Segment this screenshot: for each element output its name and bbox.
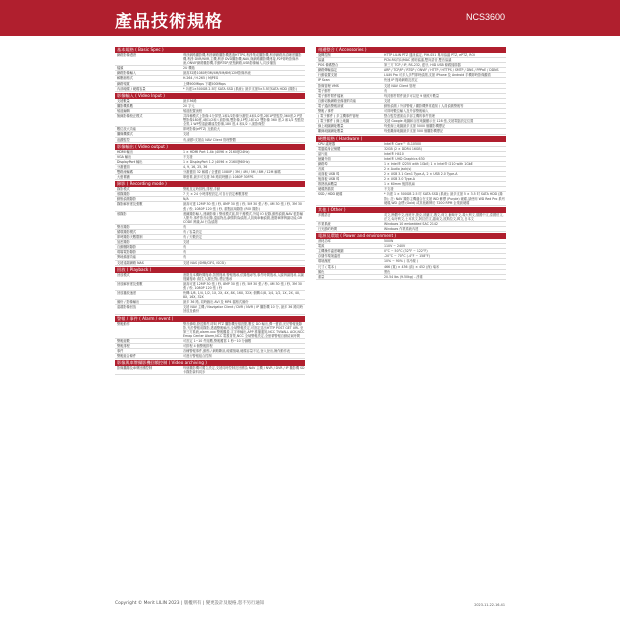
spec-label: 無線影像校正模式 xyxy=(117,114,143,119)
left-spec-column xyxy=(115,46,305,375)
spec-value: 有 xyxy=(183,245,187,250)
spec-label: 環境濕度 xyxy=(318,259,331,264)
spec-label: 檔頭 xyxy=(117,66,124,71)
spec-value: 第三方 TCP / IP, RS-232, 藍牙, HID USB 條碼掃描器 xyxy=(384,63,461,68)
model-number: NCS3600 xyxy=(465,12,505,22)
spec-label: 網路影像漫遊 xyxy=(117,53,137,57)
spec-label: 循環錄影模式 xyxy=(117,230,137,234)
spec-value: 有 / 容量設定 xyxy=(183,230,203,234)
spec-label: 攝像機樣式 xyxy=(117,132,133,137)
spec-value: 1 × 60mm 後排風扇 xyxy=(384,182,415,187)
spec-value: 支援 NAV 主機 / Navigator Client / DVR / NVR / IP 攝影機 10 分, 最多 36 路同時回放及備份 xyxy=(183,305,303,314)
spec-label: 消耗功率 xyxy=(318,239,331,244)
page-title: 產品技術規格 xyxy=(115,12,223,32)
spec-label: 旋轉控制 xyxy=(318,53,331,57)
spec-label: 遠端影像回放 xyxy=(117,305,137,310)
spec-value: 警音蜂鳴,發送郵件,呼叫 PTZ 攝影機至預設點,數位 DO 輸出,彈一畫面,光於警報後錄影,光於警報前錄影,透過警報輸出,全域警報設定,可設定送出HTTP POST GET URL 至第三方系統,alarm.xxx 警報觀看,文字串輸出,APP 推播通知,NCC TVWALL ACK,NCC Emap Center Alarm,NCC 電視背景,NCC 全域警報設定,全螢幕警報自動結束時間 xyxy=(183,321,305,338)
spec-row xyxy=(115,212,305,225)
spec-value: 有 xyxy=(183,250,187,255)
spec-value: 可即時數位輸入及外部警報輸入 xyxy=(384,109,429,114)
spec-value: 每張線上地圖最多支援 5000 個攝影機標記 xyxy=(384,124,446,129)
spec-value: 1 × Intel® i225V with 1GbE; 1 × Intel® i210 with 1GbE xyxy=(384,161,473,166)
spec-value: Windows 10 embedded SAC 2142 xyxy=(384,221,438,226)
spec-value: 可設定 1~10 件組數,警報覆寫 1 秒~10 分鐘數 xyxy=(183,338,252,343)
spec-label: 電腦隨身記憶體 xyxy=(318,146,341,151)
spec-row xyxy=(316,275,506,280)
spec-label: 後面板 USB 埠 xyxy=(318,177,340,182)
spec-value: 可進行警報組合控制 xyxy=(183,354,212,359)
spec-value: 有 xyxy=(384,88,388,93)
spec-label: 自動刪除錄影 xyxy=(117,245,137,250)
section-header: 影像與車牌攝影機回饋控制 ( Video archiving ) xyxy=(115,360,305,366)
spec-value: 每封郵件附件最多可以是 9 個照片數量 xyxy=(384,93,440,98)
spec-row xyxy=(316,192,506,205)
spec-row xyxy=(115,138,305,143)
spec-label: 電子郵件附件檔案 xyxy=(318,93,344,98)
spec-value: H.264 / H.265 / MJPEG xyxy=(183,76,219,81)
spec-row xyxy=(316,227,506,232)
spec-value: 2 × USB 3.1 Gen1 Type-A, 2 × USB 2.0 Type-A xyxy=(384,172,458,177)
section-header: 影像輸入 ( Video Input ) xyxy=(115,93,305,99)
spec-value: ARP / TCP/IP / RTSP / ONVIF / HTTP / HTTPS / SMTP / DNS / PPPoE / DDNS xyxy=(384,68,499,73)
spec-label: VGA 輸出 xyxy=(117,154,132,159)
spec-label: ( 電子郵件 ) 多主機事件管理 xyxy=(318,114,359,119)
spec-value: Intel® Core™ i5-10500 xyxy=(384,141,422,146)
spec-value: 最高32路1080P/3M/4M/5M/6M/12M影像串流 xyxy=(183,71,251,76)
spec-value: 快速 IP 搜尋網路及設定 xyxy=(384,78,418,83)
spec-row xyxy=(115,261,305,266)
spec-label: 日光節約時間 xyxy=(318,227,338,231)
spec-value: 最多 36 路, 同時匯出 AVI 及 MP4 檔格式備份 xyxy=(183,300,249,305)
spec-label: 警報組合條件 xyxy=(117,354,137,359)
spec-value: HTTP LILIN PTZ 通訊協定, PIH-S51 專用協議 PTZ, ePTZ, ROI xyxy=(384,53,475,57)
spec-row xyxy=(115,291,305,300)
spec-value: 最高可達 12MP 30 張 / 秒, 8MP 30 張 / 秒, 5M 30 張 / 秒, 4M 30 張 / 秒, 3M 30 張 / 秒, 1080P 120 張 / 秒, 重點區域錄影 (ROI 錄影) xyxy=(183,202,302,211)
spec-label: POS 條碼整合 xyxy=(318,63,339,68)
spec-value: 2 × USB 3.0 Type-A xyxy=(384,177,415,182)
spec-value: 有 xyxy=(183,255,187,260)
spec-label: 多國語言 xyxy=(318,212,331,217)
spec-label: 追蹤監控 xyxy=(117,137,130,142)
spec-value: 每個攝影機可獨立設定,支援同時控制及回饋為 NAV 主機 / NVR / DVR / IP 攝影機 SD 卡錄影資料同步 xyxy=(183,366,305,375)
spec-value: 支援 NAV Client 管理 xyxy=(384,83,416,88)
spec-value: 最高可達 12MP 30 張 / 秒, 8MP 30 張 / 秒, 5M 30 張 / 秒, 4M 30 張 / 秒, 3M 30 張 / 秒, 1080P 120 張 / 秒 xyxy=(183,281,302,290)
spec-label: 警報 / 事件 xyxy=(318,109,334,114)
spec-value: 共四種模式上影像:1分屏型,1和1/2影像分割型,4和1/2型,2和1P型監控,360度,2 P型雙影像180度,4和1/2和八面影像,雙影像,1P型,1和1/2 雙影像 360 度,2 和1/2 型監控全景,1 WP型遠距離遙控影像,180 度,4 和1/2 八面影像型 xyxy=(183,114,305,127)
spec-value: * 內建 1 × 500GB 2.5 吋 SATA SSD (系統); 最多支援 5 × 3.5 吋 SATA HDD (錄影); 註: NAV 錄影主機適合在支援 WD 紫標 (Purple) 硬碟,請使用 WD Red Pro 系列硬碟,WD 金標 (Gold) 或其他廠牌於 7200 RPM 企業級硬碟 xyxy=(384,192,505,205)
spec-row xyxy=(115,322,305,339)
spec-row xyxy=(316,213,506,222)
section-header: 影像輸出 ( Video output ) xyxy=(115,144,305,150)
spec-label: 硬碟熱插拔 xyxy=(318,187,334,192)
spec-label: 前面板 USB 埠 xyxy=(318,172,340,177)
spec-value: 支援 xyxy=(384,98,391,103)
spec-label: 警音錄影 xyxy=(117,224,130,229)
spec-label: 網路影像輸入 xyxy=(117,71,137,76)
spec-label: 行動裝置支援 xyxy=(318,73,338,78)
spec-value: 10% ~ 90% ( 非冷凝 ) xyxy=(384,259,418,264)
spec-label: 電源 xyxy=(318,244,325,249)
spec-label: DisplayPort 輸出 xyxy=(117,159,143,164)
spec-value: 1 × DisplayPort 1.2 (4096 × 2160@60Hz) xyxy=(183,159,250,164)
spec-label: 存儲作環境溫度 xyxy=(318,254,341,259)
spec-row xyxy=(115,202,305,211)
spec-value: 支援 xyxy=(183,132,190,137)
spec-value: 有 xyxy=(183,224,187,229)
spec-label: 攝影機系數 xyxy=(117,103,133,108)
spec-value: 連續錄影輸入,連續影像 / 警戒模式區,防干擾模式,外接 IO 紀錄,動態偵測,NAV 藍影輸入點外,事件影音紀錄,遺留物品,劇情防偽偵測,人員與車輛偵測,進階車牌辨識功能,GR CODE 辨識,AI 行為偵測 xyxy=(183,211,304,224)
section-header: 週邊整合 ( Accessories ) xyxy=(316,47,506,53)
spec-label: 影像管理 VMS xyxy=(318,83,339,88)
spec-value: Windows 作業系統內建 xyxy=(384,227,419,231)
spec-value: PCN-RS/TJ1/MAC 照明協議,雙向語音,雙音協議 xyxy=(384,58,452,63)
page-header xyxy=(0,0,620,36)
spec-value: 不支援 xyxy=(384,187,394,192)
spec-label: 重量 xyxy=(318,274,325,279)
section-header: 硬體規格 ( Hardware ) xyxy=(316,136,506,142)
spec-label: 解壓縮格式 xyxy=(117,76,133,81)
spec-label: 支援數量 xyxy=(117,98,130,103)
spec-row xyxy=(115,273,305,282)
spec-value: 頻道配置流程 xyxy=(183,108,203,113)
footer-date: 2023-11-22-16-41 xyxy=(474,603,505,607)
spec-label: 離線地圖網址數量 xyxy=(318,129,344,134)
spec-label: 雙路流輸碼 xyxy=(117,169,133,174)
spec-label: 回放解析度及張數 xyxy=(117,281,143,286)
spec-label: 網路頻寬 xyxy=(117,81,130,86)
spec-value: 32GB (2 × DDR4 16GB) xyxy=(384,146,422,151)
section-header: 錄影 ( Recording mode ) xyxy=(115,181,305,187)
spec-label: 回放播放速度 xyxy=(117,291,137,296)
spec-value: 利淨網路攝影機,利淨網路攝影機透過HTTPS,利淨集成攝影機,利淨網路高清晰度攝影機,利淨 DVR/NVR,主機,利淨 DVD攝影機,NAV,與網路攝影機連接,P2P即時影像串流,ONVIF網路攝影機,手動RTSP,壁墊網路,USB影像輸入,同步播放 xyxy=(183,53,302,66)
spec-row xyxy=(316,129,506,134)
spec-value: 即時影像(ePTZ) 互動放大 xyxy=(183,127,221,132)
spec-value: 20 字元 xyxy=(183,103,195,108)
section-header: 基本規格 ( Basic Spec ) xyxy=(115,47,305,53)
section-header: 其他 ( Other ) xyxy=(316,207,506,213)
spec-label: HDMI 輸出 xyxy=(117,149,133,154)
spec-label: 音源 xyxy=(318,166,325,171)
spec-label: 顏色 xyxy=(318,269,325,274)
spec-value: 分割畫面 32 解碼 / 全畫面 1080P / 3M / 4M / 5M / 8M / 12M 解碼 xyxy=(183,169,281,174)
spec-value: 20.54 lbs (9.50kg) - 淨重 xyxy=(384,274,423,279)
spec-value: LILIN Pro 可多人多門即時偵測,支援 iPhone 及 Android 手機即時影像觀看 xyxy=(384,73,491,78)
spec-label: 散熱風扇數量 xyxy=(318,182,338,187)
section-header: 回放 ( Playback ) xyxy=(115,267,305,273)
spec-label: 加密錄影 xyxy=(117,240,130,245)
footer-copyright: Copyright © Merit LILIN 2023 | 版權所有 | 變更設計及規格,恕不另行通知 xyxy=(115,601,265,606)
spec-value: -20°C ~ 70°C (-4°F ~ 158°F) xyxy=(384,254,430,259)
spec-label: CPU 處理器 xyxy=(318,141,336,146)
spec-row xyxy=(115,305,305,314)
spec-label: 預錄錄影 xyxy=(117,192,130,197)
spec-value: 快轉:1/8, 1/4, 1/2, 1X, 2X, 4X, 8X, 16X, 32X; 倒轉:1/8, 1/4, 1/2, 1X, 2X, 4X, 8X, 16X, 32X xyxy=(183,291,301,300)
spec-value: 支援 xyxy=(183,240,190,245)
spec-value: 0°C ~ 50°C (32°F ~ 122°F) xyxy=(384,249,428,254)
spec-value: 有,細節:支援由 NAV Client 管理整體 xyxy=(183,137,236,142)
spec-value: 進階及本機時間搜尋,智慧搜尋,警報搜尋,依錄搜尋等,事件時間搜尋,人臉辨識搜尋,以圖搜圖搜尋 (陌生人臉比對),標記搜尋 xyxy=(183,272,304,281)
spec-value: 7 天 × 24 小時排程設定,可自行設定參數排程 xyxy=(183,192,248,197)
spec-label: 作業系統 xyxy=(318,221,331,226)
spec-value: 500W xyxy=(384,239,394,244)
spec-label: 事件 xyxy=(117,349,124,354)
section-header: 電源及環境 ( Power and environment ) xyxy=(316,233,506,239)
spec-value: 上傳900Mbps 下載500Mbps xyxy=(183,81,226,86)
spec-value: 整合監控畫面由多部主機的事件管理 xyxy=(384,114,435,119)
spec-value: 英文,簡體中文,西班牙,捷克,波蘭文,俄文,荷文,葡萄牙文,義大利文,德國中文,泰國伯文,法文,匈牙利文,土耳其文,阿拉伯文,越南文,波斯拉文,韓文,日本文 xyxy=(384,212,504,221)
spec-label: 分割畫面 xyxy=(117,164,130,169)
right-spec-column xyxy=(316,46,506,280)
spec-value: 每張離線地圖最多支援 500 個攝影機標記 xyxy=(384,129,444,134)
spec-label: 警報排程 xyxy=(117,343,130,348)
spec-value: Intel® H410 xyxy=(384,151,404,156)
spec-label: 尺寸 ( 電本 ) xyxy=(318,264,337,269)
spec-label: 錄影解析度及張數 xyxy=(117,202,143,207)
spec-value: 支援 Google 地圖和百度地圖顯示至 128 張,支援電腦設定位置 xyxy=(384,119,474,124)
spec-label: 數位放大功能 xyxy=(117,127,137,132)
spec-value: 2U 機箱 xyxy=(183,66,195,71)
spec-label: 自動切換網路至備援的功能 xyxy=(318,98,357,103)
spec-label: 協議 xyxy=(318,58,325,63)
spec-label: 主機操作溫度範圍 xyxy=(318,249,344,254)
spec-label: 影像攝錄及車牌回饋控制 xyxy=(117,366,153,371)
spec-value: 各種警報事件,動態 / 網路斷訊,硬碟損壞,硬碟容量不足,登入登出,操作動作表 xyxy=(183,349,290,354)
spec-label: 現場電影錄影 xyxy=(117,250,137,255)
spec-label: 動態偵測錄影 xyxy=(117,197,137,202)
spec-row xyxy=(115,114,305,127)
spec-row xyxy=(115,354,305,359)
spec-value: 可排程 4 個警報排程 xyxy=(183,343,213,348)
spec-label: 網路傳輸協定 xyxy=(318,68,338,73)
spec-row xyxy=(115,366,305,375)
spec-label: 內部硬碟 / 硬碟容量 xyxy=(117,86,146,91)
spec-label: 警報組數 xyxy=(117,338,130,343)
spec-value: 2 × Audio jack(s) xyxy=(384,166,412,171)
spec-label: 預錄影 xyxy=(117,211,127,216)
spec-label: IP Scan xyxy=(318,78,330,83)
spec-label: 頻道編輯 xyxy=(117,108,130,113)
spec-label: 大螢幕牆 xyxy=(117,175,130,180)
spec-label: 錄影模式 xyxy=(117,187,130,192)
spec-label: 警報動作 xyxy=(117,321,130,326)
spec-value: N/A xyxy=(183,197,189,202)
spec-label: 網路埠 xyxy=(318,161,328,166)
spec-value: 最多36路 xyxy=(183,98,197,103)
spec-value: 466 (寬) × 436 (高) × 452 (深) 毫米 xyxy=(384,264,440,269)
spec-label: 繪圖介面 xyxy=(318,156,331,161)
spec-label: 支援遠端網路 NAS xyxy=(117,260,144,265)
spec-row xyxy=(115,282,305,291)
spec-row xyxy=(115,175,305,180)
spec-value: 1 × HDMI Port 1.4b (4096 × 2160@24Hz) xyxy=(183,149,250,154)
spec-value: 110V ~ 240V xyxy=(384,244,406,249)
spec-value: 黑色 xyxy=(384,269,391,274)
spec-value: 警報及定時排程,排程,手動 xyxy=(183,187,221,192)
spec-value: 動態偵測 / 外部警報 / 攝影機異常通知 / 人員偵測警報等 xyxy=(384,103,464,108)
spec-value: 有 / 天數設定 xyxy=(183,235,203,240)
spec-value: 4, 9, 16, 25, 36 xyxy=(183,164,208,169)
spec-label: SSD / HDD 硬碟 xyxy=(318,192,343,197)
spec-label: 線上地圖網址數量 xyxy=(318,124,344,129)
spec-value: 單螢幕,最多可支援 36 路同時顯示 1080P 30FPS xyxy=(183,175,254,180)
spec-label: 即時錄影天數限制 xyxy=(117,235,143,240)
spec-label: ( 電子郵件 ) 線上地圖 xyxy=(318,119,350,124)
spec-row xyxy=(115,87,305,92)
spec-label: 異地備援功能 xyxy=(117,255,137,260)
spec-value: 支援 NAS (SMB/CIFS, iSCSI) xyxy=(183,260,226,265)
spec-label: 備份 / 影像輸出 xyxy=(117,300,140,305)
spec-label: 回放模式 xyxy=(117,272,130,277)
spec-value: Intel® UHD Graphics 630 xyxy=(384,156,425,161)
section-header: 警報 / 事件 ( Alarm / event ) xyxy=(115,316,305,322)
spec-label: 晶片組 xyxy=(318,151,328,156)
spec-label: 電子郵件 xyxy=(318,88,331,93)
spec-label: 電子通訊警報訊號 xyxy=(318,103,344,108)
spec-value: 不支援 xyxy=(183,154,193,159)
spec-row xyxy=(115,53,305,66)
spec-value: * 內建1×500GB 2.5吋 SATA SSD (系統); 最多支援5×3.5吋SATA HDD (錄影) xyxy=(183,86,297,91)
